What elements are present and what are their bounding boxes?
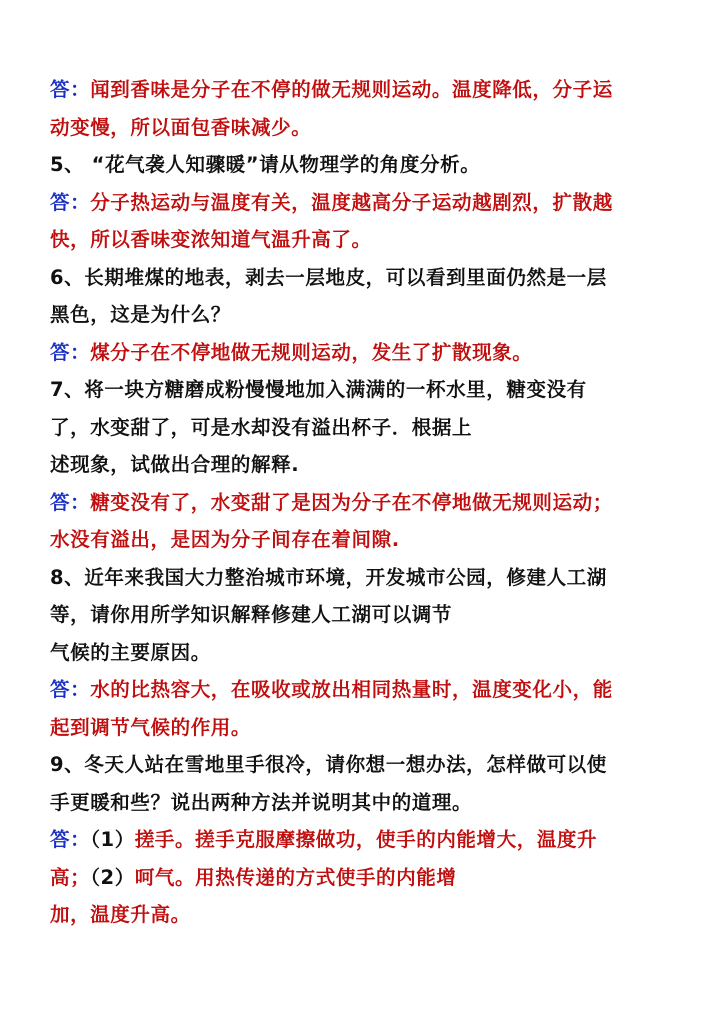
answer-text: 高； xyxy=(50,865,91,889)
answer-text: 煤分子在不停地做无规则运动，发生了扩散现象。 xyxy=(90,340,533,364)
answer-line xyxy=(50,821,676,859)
question-9: 9、冬天人站在雪地里手很冷，请你想一想办法，怎样做可以使 xyxy=(50,753,607,776)
answer-line: 起到调节气候的作用。 xyxy=(50,715,252,739)
answer-label: 答： xyxy=(50,78,91,101)
answer-text: 搓手。搓手克服摩擦做功，使手的内能增大，温度升 xyxy=(134,828,598,851)
question-8: 8、近年来我国大力整治城市环境，开发城市公园，修建人工湖 xyxy=(50,565,607,589)
question-7: 7、将一块方糖磨成粉慢慢地加入满满的一杯水里，糖变没有 xyxy=(50,378,587,401)
answer-line: 动变慢，所以面包香味减少。 xyxy=(50,115,312,139)
answer-label: 答： xyxy=(50,340,91,364)
question-7-cont: 了，水变甜了，可是水却没有溢出杯子．根据上 xyxy=(50,415,473,439)
answer-text: 呵气。用热传递的方式使手的内能增 xyxy=(134,865,457,889)
answer-line xyxy=(50,484,676,522)
answer-line xyxy=(50,671,676,709)
answer-label: 答： xyxy=(50,828,91,851)
question-8-cont: 气候的主要原因。 xyxy=(50,640,211,664)
answer-line: 加，温度升高。 xyxy=(50,903,191,926)
answer-label: 答： xyxy=(50,190,91,214)
answer-line: 水没有溢出，是因为分子间存在着间隙. xyxy=(50,528,400,551)
answer-text: 分子热运动与温度有关，温度越高分子运动越剧烈，扩散越 xyxy=(90,190,613,214)
question-6: 6、长期堆煤的地表，剥去一层地皮，可以看到里面仍然是一层 xyxy=(50,265,607,289)
method-number-1: （1） xyxy=(90,828,135,851)
question-5: 5、 “花气袭人知骤暖”请从物理学的角度分析。 xyxy=(50,153,481,176)
answer-text: 闻到香味是分子在不停的做无规则运动。温度降低，分子运 xyxy=(90,78,613,101)
answer-label: 答： xyxy=(50,490,91,514)
question-7-cont: 述现象，试做出合理的解释. xyxy=(50,453,300,476)
method-number-2: （2） xyxy=(90,865,135,889)
answer-line xyxy=(50,859,676,897)
question-6-cont: 黑色，这是为什么？ xyxy=(50,303,231,326)
answer-line xyxy=(50,71,676,109)
answer-line: 快，所以香味变浓知道气温升高了。 xyxy=(50,228,372,251)
answer-label: 答： xyxy=(50,678,91,701)
answer-text: 水的比热容大，在吸收或放出相同热量时，温度变化小，能 xyxy=(90,678,613,701)
answer-line xyxy=(50,184,676,222)
document-page xyxy=(50,71,676,934)
question-9-cont: 手更暖和些？说出两种方法并说明其中的道理。 xyxy=(50,790,473,814)
question-8-cont: 等，请你用所学知识解释修建人工湖可以调节 xyxy=(50,603,453,626)
answer-line xyxy=(50,334,676,372)
answer-text: 糖变没有了，水变甜了是因为分子在不停地做无规则运动； xyxy=(90,490,613,514)
